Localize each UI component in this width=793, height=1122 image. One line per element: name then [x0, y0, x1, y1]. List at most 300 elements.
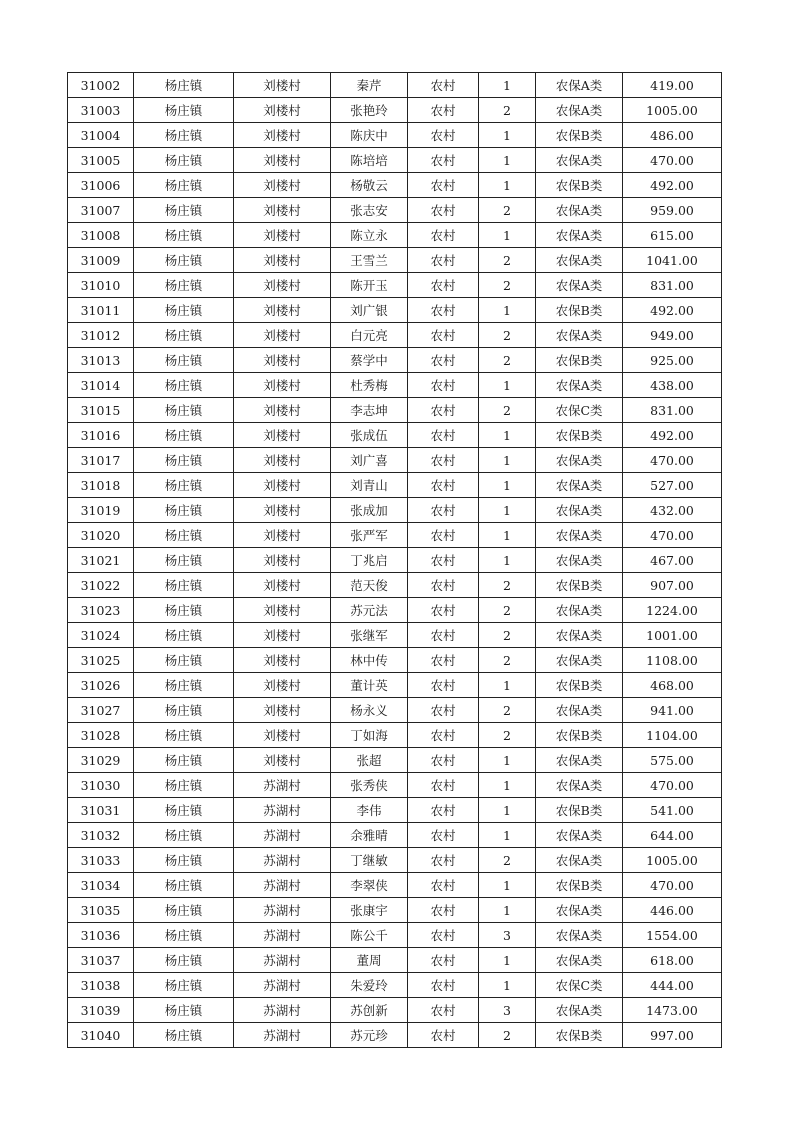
cell-type: 农村 [408, 848, 479, 873]
cell-id: 31013 [68, 348, 134, 373]
cell-amount: 492.00 [623, 423, 722, 448]
cell-amount: 470.00 [623, 873, 722, 898]
cell-category: 农保A类 [536, 823, 623, 848]
cell-id: 31032 [68, 823, 134, 848]
cell-type: 农村 [408, 723, 479, 748]
cell-category: 农保C类 [536, 973, 623, 998]
cell-town: 杨庄镇 [134, 848, 234, 873]
cell-amount: 470.00 [623, 523, 722, 548]
cell-town: 杨庄镇 [134, 473, 234, 498]
cell-amount: 949.00 [623, 323, 722, 348]
cell-category: 农保B类 [536, 673, 623, 698]
cell-amount: 925.00 [623, 348, 722, 373]
cell-amount: 444.00 [623, 973, 722, 998]
cell-category: 农保B类 [536, 298, 623, 323]
cell-village: 刘楼村 [234, 73, 331, 98]
cell-town: 杨庄镇 [134, 698, 234, 723]
cell-count: 2 [479, 323, 536, 348]
cell-id: 31015 [68, 398, 134, 423]
cell-id: 31033 [68, 848, 134, 873]
cell-count: 2 [479, 98, 536, 123]
cell-category: 农保A类 [536, 373, 623, 398]
cell-town: 杨庄镇 [134, 823, 234, 848]
cell-town: 杨庄镇 [134, 598, 234, 623]
cell-name: 杨永义 [331, 698, 408, 723]
cell-amount: 486.00 [623, 123, 722, 148]
cell-town: 杨庄镇 [134, 398, 234, 423]
cell-type: 农村 [408, 1023, 479, 1048]
table-row [68, 773, 722, 798]
cell-name: 陈庆中 [331, 123, 408, 148]
cell-count: 1 [479, 298, 536, 323]
cell-category: 农保B类 [536, 348, 623, 373]
cell-name: 董周 [331, 948, 408, 973]
cell-name: 张秀侠 [331, 773, 408, 798]
cell-id: 31036 [68, 923, 134, 948]
cell-name: 张艳玲 [331, 98, 408, 123]
cell-amount: 1005.00 [623, 98, 722, 123]
cell-count: 1 [479, 548, 536, 573]
cell-town: 杨庄镇 [134, 498, 234, 523]
cell-amount: 419.00 [623, 73, 722, 98]
table-row [68, 73, 722, 98]
cell-count: 1 [479, 798, 536, 823]
cell-category: 农保A类 [536, 248, 623, 273]
cell-id: 31010 [68, 273, 134, 298]
cell-town: 杨庄镇 [134, 923, 234, 948]
cell-id: 31029 [68, 748, 134, 773]
cell-town: 杨庄镇 [134, 373, 234, 398]
cell-town: 杨庄镇 [134, 648, 234, 673]
cell-category: 农保A类 [536, 998, 623, 1023]
table-row [68, 623, 722, 648]
cell-amount: 1554.00 [623, 923, 722, 948]
cell-town: 杨庄镇 [134, 623, 234, 648]
cell-id: 31025 [68, 648, 134, 673]
cell-id: 31003 [68, 98, 134, 123]
cell-id: 31018 [68, 473, 134, 498]
cell-count: 1 [479, 773, 536, 798]
cell-category: 农保A类 [536, 548, 623, 573]
cell-village: 刘楼村 [234, 423, 331, 448]
cell-id: 31014 [68, 373, 134, 398]
cell-name: 陈公千 [331, 923, 408, 948]
table-row [68, 873, 722, 898]
cell-village: 苏湖村 [234, 773, 331, 798]
cell-amount: 831.00 [623, 398, 722, 423]
cell-count: 1 [479, 473, 536, 498]
cell-amount: 470.00 [623, 148, 722, 173]
cell-count: 2 [479, 198, 536, 223]
cell-category: 农保A类 [536, 448, 623, 473]
cell-town: 杨庄镇 [134, 573, 234, 598]
cell-category: 农保A类 [536, 923, 623, 948]
cell-name: 丁如海 [331, 723, 408, 748]
cell-count: 1 [479, 148, 536, 173]
cell-type: 农村 [408, 273, 479, 298]
cell-village: 苏湖村 [234, 923, 331, 948]
cell-amount: 618.00 [623, 948, 722, 973]
cell-type: 农村 [408, 823, 479, 848]
table-row [68, 648, 722, 673]
cell-village: 刘楼村 [234, 548, 331, 573]
cell-town: 杨庄镇 [134, 723, 234, 748]
cell-village: 刘楼村 [234, 248, 331, 273]
cell-category: 农保A类 [536, 98, 623, 123]
cell-town: 杨庄镇 [134, 873, 234, 898]
cell-type: 农村 [408, 873, 479, 898]
cell-village: 刘楼村 [234, 373, 331, 398]
cell-count: 2 [479, 1023, 536, 1048]
cell-town: 杨庄镇 [134, 98, 234, 123]
cell-town: 杨庄镇 [134, 898, 234, 923]
cell-count: 2 [479, 598, 536, 623]
cell-category: 农保A类 [536, 223, 623, 248]
cell-village: 苏湖村 [234, 798, 331, 823]
cell-village: 刘楼村 [234, 698, 331, 723]
cell-name: 杜秀梅 [331, 373, 408, 398]
table-row [68, 248, 722, 273]
cell-id: 31026 [68, 673, 134, 698]
cell-category: 农保A类 [536, 73, 623, 98]
cell-category: 农保C类 [536, 398, 623, 423]
cell-count: 1 [479, 173, 536, 198]
cell-name: 张超 [331, 748, 408, 773]
cell-town: 杨庄镇 [134, 998, 234, 1023]
table-row [68, 423, 722, 448]
cell-category: 农保A类 [536, 598, 623, 623]
cell-village: 刘楼村 [234, 448, 331, 473]
cell-count: 1 [479, 873, 536, 898]
cell-type: 农村 [408, 348, 479, 373]
cell-town: 杨庄镇 [134, 798, 234, 823]
cell-id: 31035 [68, 898, 134, 923]
cell-name: 张成加 [331, 498, 408, 523]
cell-count: 3 [479, 998, 536, 1023]
cell-category: 农保A类 [536, 323, 623, 348]
cell-name: 秦芹 [331, 73, 408, 98]
cell-type: 农村 [408, 423, 479, 448]
cell-category: 农保A类 [536, 148, 623, 173]
cell-id: 31031 [68, 798, 134, 823]
cell-type: 农村 [408, 73, 479, 98]
cell-id: 31040 [68, 1023, 134, 1048]
cell-amount: 1224.00 [623, 598, 722, 623]
cell-type: 农村 [408, 923, 479, 948]
cell-category: 农保B类 [536, 723, 623, 748]
cell-type: 农村 [408, 648, 479, 673]
cell-id: 31006 [68, 173, 134, 198]
cell-village: 刘楼村 [234, 123, 331, 148]
cell-count: 1 [479, 523, 536, 548]
cell-type: 农村 [408, 323, 479, 348]
cell-village: 刘楼村 [234, 348, 331, 373]
cell-village: 苏湖村 [234, 998, 331, 1023]
cell-category: 农保A类 [536, 948, 623, 973]
cell-count: 2 [479, 623, 536, 648]
cell-amount: 997.00 [623, 1023, 722, 1048]
cell-id: 31037 [68, 948, 134, 973]
cell-category: 农保B类 [536, 873, 623, 898]
cell-type: 农村 [408, 573, 479, 598]
cell-category: 农保A类 [536, 748, 623, 773]
cell-category: 农保B类 [536, 573, 623, 598]
cell-category: 农保A类 [536, 623, 623, 648]
cell-name: 蔡学中 [331, 348, 408, 373]
cell-type: 农村 [408, 198, 479, 223]
cell-name: 范天俊 [331, 573, 408, 598]
cell-id: 31028 [68, 723, 134, 748]
cell-count: 1 [479, 898, 536, 923]
cell-name: 朱爱玲 [331, 973, 408, 998]
cell-count: 1 [479, 823, 536, 848]
table-row [68, 373, 722, 398]
table-row [68, 98, 722, 123]
cell-id: 31023 [68, 598, 134, 623]
table-row [68, 523, 722, 548]
cell-id: 31019 [68, 498, 134, 523]
cell-type: 农村 [408, 773, 479, 798]
cell-count: 1 [479, 973, 536, 998]
cell-type: 农村 [408, 973, 479, 998]
cell-category: 农保B类 [536, 123, 623, 148]
cell-amount: 541.00 [623, 798, 722, 823]
table-row [68, 898, 722, 923]
cell-town: 杨庄镇 [134, 773, 234, 798]
cell-count: 1 [479, 73, 536, 98]
cell-village: 苏湖村 [234, 823, 331, 848]
cell-amount: 467.00 [623, 548, 722, 573]
cell-name: 丁兆启 [331, 548, 408, 573]
cell-category: 农保A类 [536, 523, 623, 548]
cell-category: 农保A类 [536, 498, 623, 523]
cell-id: 31008 [68, 223, 134, 248]
cell-type: 农村 [408, 398, 479, 423]
cell-id: 31004 [68, 123, 134, 148]
cell-village: 刘楼村 [234, 298, 331, 323]
cell-amount: 941.00 [623, 698, 722, 723]
cell-count: 1 [479, 123, 536, 148]
table-row [68, 198, 722, 223]
cell-town: 杨庄镇 [134, 448, 234, 473]
cell-category: 农保A类 [536, 273, 623, 298]
table-row [68, 223, 722, 248]
cell-name: 张康宇 [331, 898, 408, 923]
cell-category: 农保B类 [536, 173, 623, 198]
cell-type: 农村 [408, 223, 479, 248]
cell-name: 苏元法 [331, 598, 408, 623]
cell-id: 31039 [68, 998, 134, 1023]
cell-amount: 438.00 [623, 373, 722, 398]
cell-village: 苏湖村 [234, 948, 331, 973]
table-row [68, 598, 722, 623]
cell-town: 杨庄镇 [134, 198, 234, 223]
cell-village: 刘楼村 [234, 323, 331, 348]
cell-type: 农村 [408, 298, 479, 323]
cell-id: 31038 [68, 973, 134, 998]
table-row [68, 848, 722, 873]
cell-name: 丁继敏 [331, 848, 408, 873]
cell-name: 白元亮 [331, 323, 408, 348]
cell-amount: 1005.00 [623, 848, 722, 873]
cell-village: 刘楼村 [234, 473, 331, 498]
cell-village: 刘楼村 [234, 748, 331, 773]
cell-village: 刘楼村 [234, 98, 331, 123]
cell-name: 李翠侠 [331, 873, 408, 898]
cell-id: 31016 [68, 423, 134, 448]
cell-type: 农村 [408, 598, 479, 623]
table-row [68, 798, 722, 823]
cell-type: 农村 [408, 948, 479, 973]
table-row [68, 473, 722, 498]
cell-village: 刘楼村 [234, 223, 331, 248]
table-row [68, 448, 722, 473]
cell-count: 2 [479, 848, 536, 873]
cell-amount: 1104.00 [623, 723, 722, 748]
cell-id: 31005 [68, 148, 134, 173]
cell-town: 杨庄镇 [134, 548, 234, 573]
cell-count: 3 [479, 923, 536, 948]
cell-type: 农村 [408, 173, 479, 198]
table-row [68, 348, 722, 373]
table-row [68, 948, 722, 973]
cell-count: 1 [479, 448, 536, 473]
cell-amount: 446.00 [623, 898, 722, 923]
cell-id: 31024 [68, 623, 134, 648]
cell-id: 31030 [68, 773, 134, 798]
cell-village: 刘楼村 [234, 598, 331, 623]
table-row [68, 748, 722, 773]
cell-town: 杨庄镇 [134, 173, 234, 198]
cell-amount: 959.00 [623, 198, 722, 223]
cell-type: 农村 [408, 623, 479, 648]
cell-category: 农保A类 [536, 198, 623, 223]
table-row [68, 498, 722, 523]
cell-name: 张严军 [331, 523, 408, 548]
cell-amount: 644.00 [623, 823, 722, 848]
data-table [67, 72, 722, 1048]
cell-name: 陈立永 [331, 223, 408, 248]
cell-id: 31017 [68, 448, 134, 473]
cell-type: 农村 [408, 798, 479, 823]
cell-amount: 432.00 [623, 498, 722, 523]
cell-name: 王雪兰 [331, 248, 408, 273]
cell-name: 李志坤 [331, 398, 408, 423]
cell-type: 农村 [408, 673, 479, 698]
cell-town: 杨庄镇 [134, 423, 234, 448]
cell-id: 31011 [68, 298, 134, 323]
cell-type: 农村 [408, 548, 479, 573]
cell-name: 张继军 [331, 623, 408, 648]
cell-id: 31007 [68, 198, 134, 223]
cell-town: 杨庄镇 [134, 223, 234, 248]
cell-amount: 615.00 [623, 223, 722, 248]
cell-count: 1 [479, 948, 536, 973]
cell-village: 刘楼村 [234, 148, 331, 173]
cell-name: 杨敬云 [331, 173, 408, 198]
table-row [68, 1023, 722, 1048]
cell-name: 苏创新 [331, 998, 408, 1023]
cell-town: 杨庄镇 [134, 523, 234, 548]
cell-count: 2 [479, 248, 536, 273]
cell-category: 农保A类 [536, 473, 623, 498]
cell-name: 李伟 [331, 798, 408, 823]
cell-amount: 492.00 [623, 173, 722, 198]
cell-id: 31022 [68, 573, 134, 598]
table-row [68, 398, 722, 423]
cell-town: 杨庄镇 [134, 123, 234, 148]
cell-amount: 907.00 [623, 573, 722, 598]
table-row [68, 573, 722, 598]
cell-count: 1 [479, 423, 536, 448]
cell-amount: 1473.00 [623, 998, 722, 1023]
cell-category: 农保B类 [536, 423, 623, 448]
cell-type: 农村 [408, 123, 479, 148]
cell-count: 2 [479, 398, 536, 423]
table-row [68, 273, 722, 298]
cell-name: 董计英 [331, 673, 408, 698]
table-row [68, 548, 722, 573]
cell-amount: 575.00 [623, 748, 722, 773]
cell-type: 农村 [408, 998, 479, 1023]
cell-village: 刘楼村 [234, 173, 331, 198]
cell-town: 杨庄镇 [134, 148, 234, 173]
cell-village: 刘楼村 [234, 723, 331, 748]
table-row [68, 973, 722, 998]
cell-id: 31009 [68, 248, 134, 273]
table-row [68, 823, 722, 848]
table-row [68, 698, 722, 723]
cell-village: 苏湖村 [234, 848, 331, 873]
cell-count: 1 [479, 673, 536, 698]
cell-town: 杨庄镇 [134, 948, 234, 973]
cell-category: 农保B类 [536, 798, 623, 823]
cell-type: 农村 [408, 748, 479, 773]
table-row [68, 148, 722, 173]
cell-town: 杨庄镇 [134, 323, 234, 348]
cell-category: 农保A类 [536, 773, 623, 798]
cell-type: 农村 [408, 698, 479, 723]
cell-type: 农村 [408, 98, 479, 123]
cell-village: 刘楼村 [234, 623, 331, 648]
cell-name: 林中传 [331, 648, 408, 673]
cell-count: 2 [479, 348, 536, 373]
cell-amount: 1108.00 [623, 648, 722, 673]
cell-village: 刘楼村 [234, 648, 331, 673]
cell-id: 31020 [68, 523, 134, 548]
table-row [68, 323, 722, 348]
cell-amount: 527.00 [623, 473, 722, 498]
cell-village: 苏湖村 [234, 873, 331, 898]
cell-count: 2 [479, 723, 536, 748]
cell-village: 刘楼村 [234, 273, 331, 298]
cell-name: 张成伍 [331, 423, 408, 448]
cell-type: 农村 [408, 448, 479, 473]
cell-category: 农保A类 [536, 848, 623, 873]
cell-id: 31034 [68, 873, 134, 898]
cell-village: 刘楼村 [234, 198, 331, 223]
cell-id: 31027 [68, 698, 134, 723]
cell-town: 杨庄镇 [134, 273, 234, 298]
cell-type: 农村 [408, 898, 479, 923]
cell-village: 苏湖村 [234, 1023, 331, 1048]
cell-town: 杨庄镇 [134, 973, 234, 998]
document-page [67, 72, 722, 1048]
cell-town: 杨庄镇 [134, 748, 234, 773]
cell-category: 农保B类 [536, 1023, 623, 1048]
cell-count: 1 [479, 373, 536, 398]
cell-name: 陈培培 [331, 148, 408, 173]
